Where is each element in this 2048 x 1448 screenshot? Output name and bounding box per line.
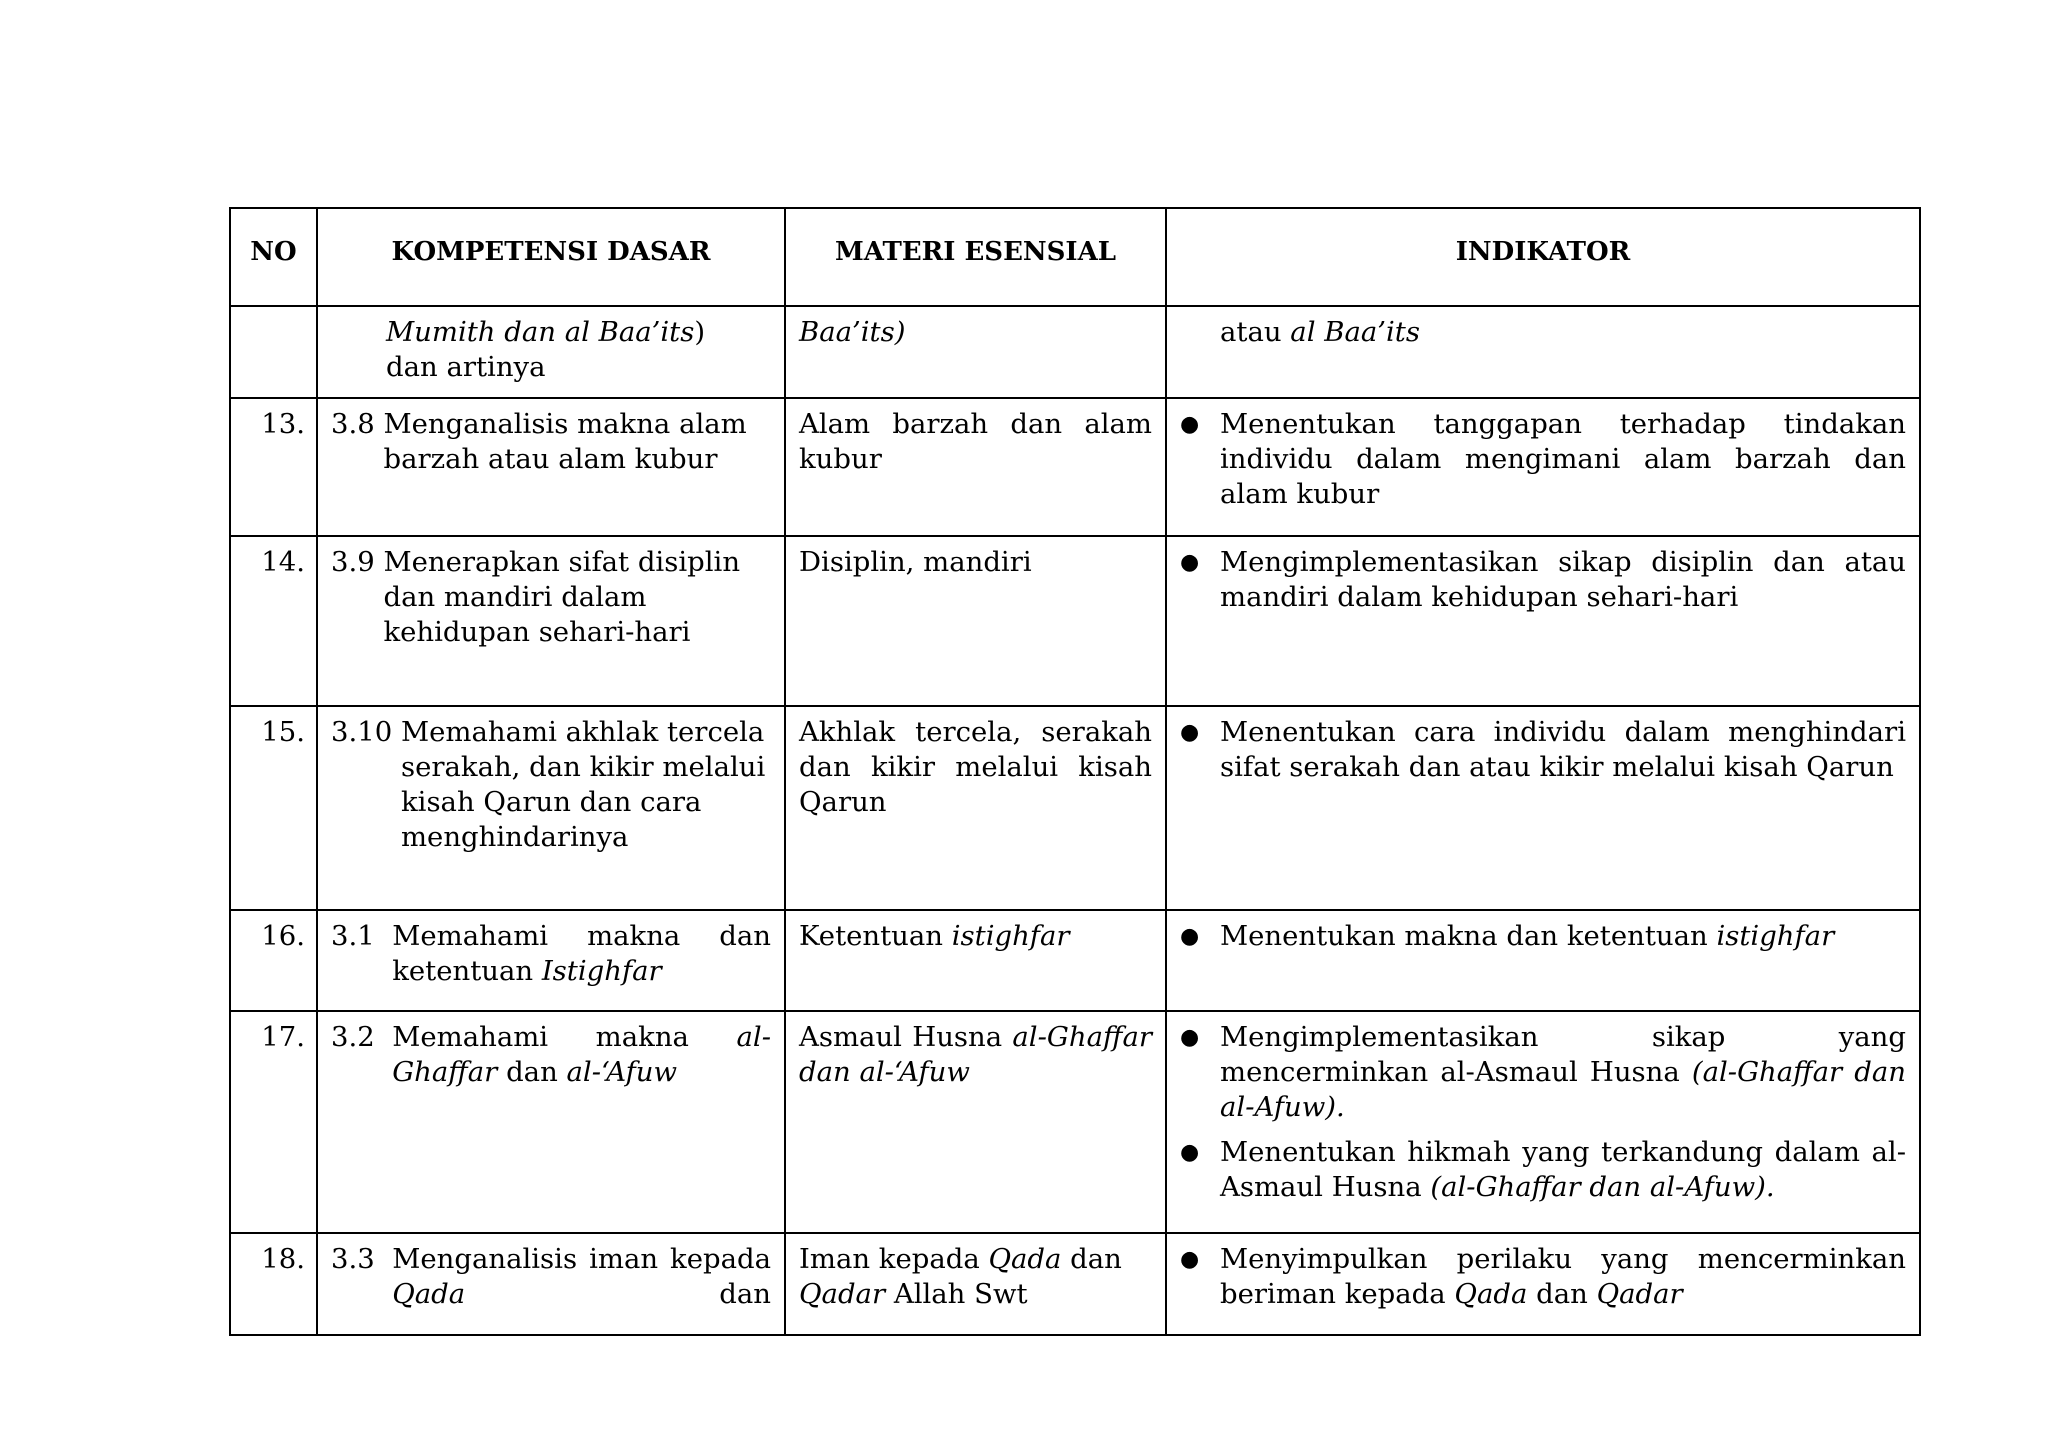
kd-text: dan: [497, 1056, 567, 1088]
kd-text: ): [694, 316, 706, 348]
materi-text: Alam barzah dan alam kubur: [799, 408, 1152, 475]
table-row: [230, 1233, 1920, 1335]
bullet-icon: ●: [1180, 924, 1200, 949]
indikator-cell: [1166, 910, 1920, 1011]
indikator-text: Menyimpulkan perilaku yang mencerminkan beriman kepada: [1220, 1243, 1906, 1310]
materi-text: Qadar: [799, 1278, 886, 1310]
indikator-cell: [1166, 706, 1920, 910]
kd-number: 3.2: [331, 1021, 375, 1053]
kd-number: 3.1: [331, 920, 375, 952]
indikator-cell: [1166, 1233, 1920, 1335]
indikator-item: [1180, 545, 1906, 615]
table-row: [230, 706, 1920, 910]
row-number: 18.: [230, 1233, 317, 1335]
kd-number: 3.10: [331, 716, 393, 748]
indikator-text: Mengimplementasikan sikap disiplin dan atau mandiri dalam kehidupan sehari-hari: [1220, 546, 1906, 613]
materi-cell: [785, 1233, 1166, 1335]
kd-text: Memahami makna: [392, 1021, 737, 1053]
kd-text: Menganalisis iman kepada: [392, 1243, 771, 1275]
indikator-text: (al-Ghaffar dan al-Afuw).: [1220, 1056, 1906, 1123]
indikator-cell: [1166, 306, 1920, 398]
materi-text: Akhlak tercela, serakah dan kikir melalui kisah Qarun: [799, 716, 1152, 818]
table-header-row: [230, 208, 1920, 306]
table-row: [230, 910, 1920, 1011]
kd-text: al-‘Afuw: [566, 1056, 678, 1088]
bullet-icon: ●: [1180, 1140, 1200, 1165]
table-row: [230, 536, 1920, 706]
kd-text: dan artinya: [386, 351, 546, 383]
header-kompetensi-dasar: KOMPETENSI DASAR: [317, 208, 785, 306]
indikator-text: al Baa’its: [1290, 316, 1420, 348]
indikator-text: Menentukan hikmah yang terkandung dalam al-Asmaul Husna: [1220, 1136, 1906, 1203]
materi-cell: [785, 910, 1166, 1011]
header-materi-esensial: MATERI ESENSIAL: [785, 208, 1166, 306]
kompetensi-dasar-cell: [317, 398, 785, 536]
materi-text: Disiplin, mandiri: [799, 546, 1032, 578]
materi-text: Asmaul Husna: [799, 1021, 1013, 1053]
indikator-cell: [1166, 1011, 1920, 1233]
table-row: [230, 1011, 1920, 1233]
kd-text: Memahami akhlak tercela serakah, dan kikir melalui kisah Qarun dan cara menghindarinya: [400, 716, 766, 853]
bullet-icon: ●: [1180, 1025, 1200, 1050]
row-number: [230, 306, 317, 398]
indikator-text: istighfar: [1716, 920, 1835, 952]
row-number: 17.: [230, 1011, 317, 1233]
kompetensi-dasar-cell: [317, 1233, 785, 1335]
kd-text: Menganalisis makna alam barzah atau alam kubur: [383, 408, 747, 475]
kd-text: Memahami makna dan ketentuan: [392, 920, 771, 987]
indikator-item: [1180, 1020, 1906, 1125]
kompetensi-dasar-cell: [317, 706, 785, 910]
indikator-text: (al-Ghaffar dan al-Afuw).: [1430, 1171, 1775, 1203]
header-indikator: INDIKATOR: [1166, 208, 1920, 306]
kd-number: 3.9: [331, 546, 375, 578]
indikator-item: [1180, 407, 1906, 512]
materi-text: al-Ghaffar dan al-‘Afuw: [799, 1021, 1152, 1088]
indikator-text: Mengimplementasikan sikap yang mencerminkan al-Asmaul Husna: [1220, 1021, 1906, 1088]
indikator-text: Menentukan cara individu dalam menghindari sifat serakah dan atau kikir melalui kisah Qarun: [1220, 716, 1906, 783]
kd-text: Qada: [392, 1278, 466, 1310]
row-number: 15.: [230, 706, 317, 910]
indikator-text: Qadar: [1596, 1278, 1683, 1310]
kd-number: 3.8: [331, 408, 375, 440]
bullet-icon: ●: [1180, 720, 1200, 745]
indikator-text: Menentukan tanggapan terhadap tindakan individu dalam mengimani alam barzah dan alam kubur: [1220, 408, 1906, 510]
materi-cell: [785, 398, 1166, 536]
kd-text: dan: [465, 1278, 771, 1310]
bullet-icon: ●: [1180, 412, 1200, 437]
kompetensi-dasar-cell: [317, 1011, 785, 1233]
materi-text: Ketentuan: [799, 920, 952, 952]
materi-cell: [785, 536, 1166, 706]
indikator-item: [1180, 1135, 1906, 1205]
table-row: [230, 398, 1920, 536]
materi-text: Iman kepada: [799, 1243, 989, 1275]
indikator-text: atau: [1220, 316, 1291, 348]
indikator-cell: [1166, 536, 1920, 706]
indikator-text: Menentukan makna dan ketentuan: [1220, 920, 1717, 952]
materi-text: Allah Swt: [885, 1278, 1028, 1310]
kd-text: Mumith dan al Baa’its: [386, 316, 695, 348]
indikator-text: dan: [1527, 1278, 1597, 1310]
bullet-icon: ●: [1180, 1247, 1200, 1272]
materi-cell: [785, 1011, 1166, 1233]
kd-text: Menerapkan sifat disiplin dan mandiri dalam kehidupan sehari-hari: [383, 546, 741, 648]
indikator-text: Qada: [1454, 1278, 1528, 1310]
bullet-icon: ●: [1180, 550, 1200, 575]
kd-text: al-Ghaffar: [392, 1021, 771, 1088]
materi-text: istighfar: [951, 920, 1070, 952]
kd-number: 3.3: [331, 1243, 375, 1275]
kd-text: Istighfar: [541, 955, 662, 987]
materi-text: dan: [1061, 1243, 1122, 1275]
row-number: 14.: [230, 536, 317, 706]
table-row: [230, 306, 1920, 398]
materi-text: Baa’its): [799, 316, 906, 348]
indikator-item: [1180, 1242, 1906, 1312]
kompetensi-dasar-cell: [317, 536, 785, 706]
header-no: NO: [230, 208, 317, 306]
kompetensi-dasar-cell: [317, 910, 785, 1011]
indikator-item: [1180, 715, 1906, 785]
kompetensi-dasar-cell: [317, 306, 785, 398]
indikator-cell: [1166, 398, 1920, 536]
materi-text: Qada: [988, 1243, 1062, 1275]
indikator-item: [1180, 919, 1906, 954]
row-number: 13.: [230, 398, 317, 536]
competency-table: [229, 207, 1921, 1336]
materi-cell: [785, 706, 1166, 910]
row-number: 16.: [230, 910, 317, 1011]
materi-cell: [785, 306, 1166, 398]
